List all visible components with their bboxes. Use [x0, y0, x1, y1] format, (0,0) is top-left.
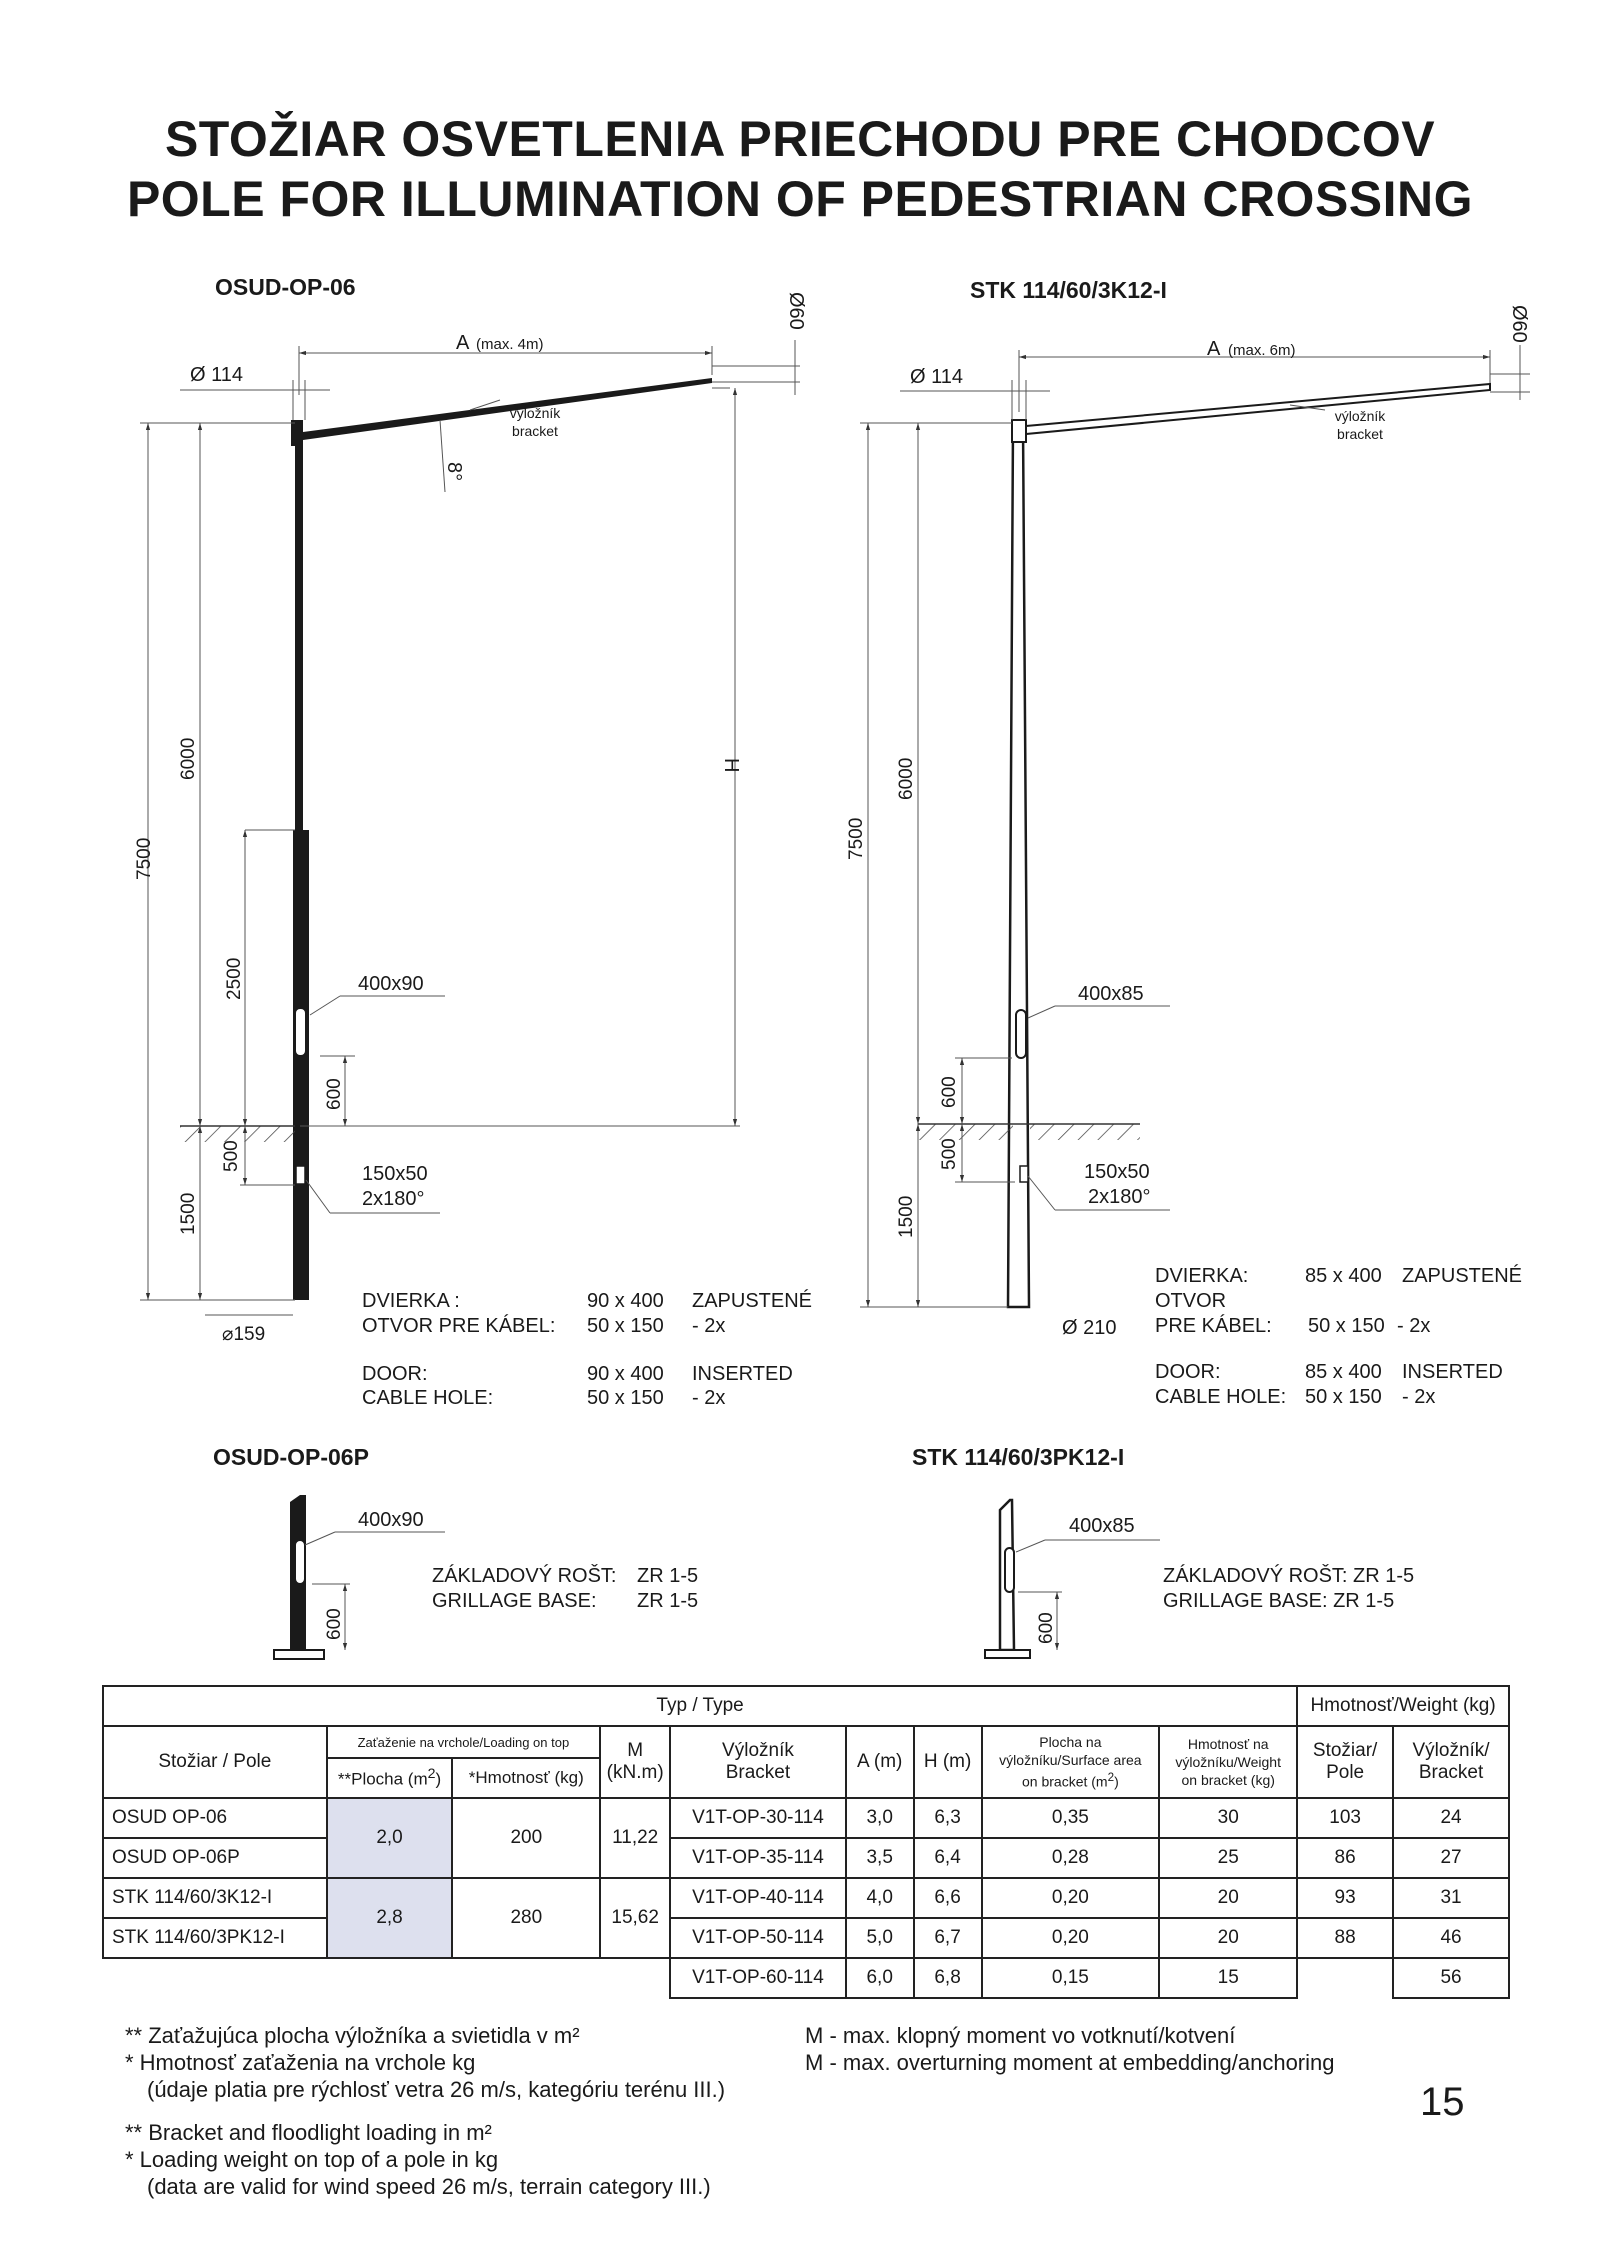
- svg-text:GRILLAGE BASE: ZR 1-5: GRILLAGE BASE: ZR 1-5: [1163, 1590, 1395, 1612]
- svg-text:DOOR:: DOOR:: [1155, 1361, 1221, 1383]
- svg-text:600: 600: [324, 1078, 345, 1110]
- svg-text:150x50: 150x50: [1084, 1161, 1150, 1183]
- svg-text:OTVOR: OTVOR: [1155, 1290, 1227, 1312]
- svg-text:85 x 400: 85 x 400: [1305, 1265, 1382, 1287]
- svg-text:400x85: 400x85: [1078, 983, 1144, 1005]
- drawing-stk-114-60-3k12-i: [846, 277, 1530, 1408]
- svg-text:150x50: 150x50: [362, 1163, 428, 1185]
- svg-text:2x180°: 2x180°: [1088, 1186, 1151, 1208]
- svg-text:A: A: [456, 332, 470, 354]
- svg-text:6000: 6000: [178, 737, 199, 780]
- notes-left: ** Zaťažujúca plocha výložníka a svietidla v m² * Hmotnosť zaťaženia na vrchole kg (údaje platia pre rýchlosť vetra 26 m/s, kategóriu terénu III.) ** Bracket and floodlight loading in m² * Loading weight on top of a pole in kg (data are valid for wind speed 26 m/s, terrain category III.): [125, 2023, 726, 2199]
- pole-lower: [293, 830, 309, 1300]
- svg-text:Ø 114: Ø 114: [190, 364, 243, 386]
- svg-text:600: 600: [1036, 1612, 1057, 1644]
- svg-text:DVIERKA :: DVIERKA :: [362, 1290, 460, 1312]
- svg-text:DVIERKA:: DVIERKA:: [1155, 1265, 1249, 1287]
- svg-text:2500: 2500: [224, 957, 245, 1000]
- svg-text:(max. 6m): (max. 6m): [1228, 342, 1296, 359]
- svg-text:- 2x: - 2x: [692, 1315, 726, 1337]
- door: [295, 1008, 306, 1056]
- svg-text:90 x 400: 90 x 400: [587, 1363, 664, 1385]
- table-row: STK 114/60/3K12-I: [103, 1878, 327, 1918]
- svg-text:INSERTED: INSERTED: [1402, 1361, 1503, 1383]
- svg-text:7500: 7500: [134, 837, 155, 880]
- svg-text:ZAPUSTENÉ: ZAPUSTENÉ: [1402, 1265, 1523, 1287]
- svg-text:400x90: 400x90: [358, 1509, 424, 1531]
- svg-text:výložník: výložník: [509, 405, 561, 421]
- svg-text:2x180°: 2x180°: [362, 1188, 425, 1210]
- svg-text:6000: 6000: [896, 757, 917, 800]
- notes-right: M - max. klopný moment vo votknutí/kotvení M - max. overturning moment at embedding/anchoring: [805, 2023, 1335, 2075]
- svg-text:85 x 400: 85 x 400: [1305, 1361, 1382, 1383]
- svg-text:500: 500: [939, 1138, 960, 1170]
- svg-text:STK 114/60/3K12-I: STK 114/60/3K12-I: [970, 277, 1167, 303]
- svg-text:Ø60: Ø60: [785, 292, 807, 330]
- table-row: STK 114/60/3PK12-I: [103, 1918, 327, 1958]
- svg-text:ZÁKLADOVÝ ROŠT: ZR 1-5: ZÁKLADOVÝ ROŠT: ZR 1-5: [1163, 1565, 1415, 1587]
- svg-text:1500: 1500: [896, 1195, 917, 1238]
- svg-text:- 2x: - 2x: [692, 1387, 726, 1409]
- drawing-osud-op-06: [134, 274, 812, 1409]
- svg-text:INSERTED: INSERTED: [692, 1363, 793, 1385]
- svg-text:H: H: [720, 758, 742, 773]
- svg-text:ZR 1-5: ZR 1-5: [637, 1590, 699, 1612]
- svg-text:A: A: [1207, 338, 1221, 360]
- svg-text:50 x 150: 50 x 150: [587, 1315, 664, 1337]
- svg-text:600: 600: [939, 1076, 960, 1108]
- svg-text:- 2x: - 2x: [1402, 1386, 1436, 1408]
- drawing-osud-op-06p: [213, 1444, 698, 1659]
- svg-text:DOOR:: DOOR:: [362, 1363, 428, 1385]
- header-weight: Hmotnosť/Weight (kg): [1297, 1686, 1509, 1726]
- page-title-en: POLE FOR ILLUMINATION OF PEDESTRIAN CROSSING: [126, 171, 1474, 227]
- svg-text:OTVOR PRE KÁBEL:: OTVOR PRE KÁBEL:: [362, 1315, 556, 1337]
- svg-text:7500: 7500: [846, 817, 867, 860]
- svg-text:50 x 150: 50 x 150: [1305, 1386, 1382, 1408]
- header-type: Typ / Type: [103, 1686, 1297, 1726]
- svg-text:OSUD-OP-06P: OSUD-OP-06P: [213, 1444, 369, 1470]
- svg-text:Ø 210: Ø 210: [1062, 1317, 1117, 1339]
- svg-text:výložník: výložník: [1334, 408, 1386, 424]
- page-title-sk: STOŽIAR OSVETLENIA PRIECHODU PRE CHODCOV: [164, 111, 1436, 167]
- header-pole: Stožiar / Pole: [103, 1726, 327, 1798]
- cable-hole: [296, 1166, 305, 1184]
- drawing-title: OSUD-OP-06: [215, 274, 356, 300]
- specification-table: Typ / Type Hmotnosť/Weight (kg) Stožiar / Pole Zaťaženie na vrchole/Loading on top M (kN.m) Výložník Bracket A (m) H (m) Plocha na výložníku/Surface area on bracket $(m^2)$ Hmotnosť na výložníku/Weight on bracket (kg) Stožiar/ Pole Výložník/ Bracket **Plocha $(m^2)$ *Hmotnosť (kg) OSUD OP-06 2,0 200 11,22 V1T-OP-30-114 3,0 6,3 0,35 30 103 24 OSUD OP-06P V1T-OP-35-114 3,5 6,4 0,28 25 86 27 STK 114/60/3K12-I 2,8 280 15,62 V1T-OP-40-114 4,0 6,6 0,20 20 31 93 STK 114/60/3PK12-I V1T-OP-50-114 5,0 6,7 0,20 20 46 88 V1T-OP-60-114 6,0 6,8 0,15 15 56: [102, 1685, 1510, 1999]
- drawing-stk-114-60-3pk12-i: [912, 1444, 1414, 1658]
- bracket-arm: [303, 378, 712, 440]
- svg-text:bracket: bracket: [1337, 426, 1383, 442]
- pole-upper: [295, 425, 303, 830]
- svg-text:(max. 4m): (max. 4m): [476, 336, 544, 353]
- svg-text:PRE KÁBEL:: PRE KÁBEL:: [1155, 1315, 1272, 1337]
- svg-text:STK 114/60/3PK12-I: STK 114/60/3PK12-I: [912, 1444, 1125, 1470]
- svg-text:50 x 150: 50 x 150: [1308, 1315, 1385, 1337]
- svg-text:ZAPUSTENÉ: ZAPUSTENÉ: [692, 1290, 813, 1312]
- svg-text:400x85: 400x85: [1069, 1515, 1135, 1537]
- page-number: 15: [1420, 2080, 1465, 2124]
- table-row: OSUD OP-06P: [103, 1838, 327, 1878]
- svg-text:CABLE HOLE:: CABLE HOLE:: [362, 1387, 494, 1409]
- svg-text:Ø60: Ø60: [1508, 305, 1530, 343]
- svg-text:600: 600: [324, 1608, 345, 1640]
- svg-text:1500: 1500: [178, 1192, 199, 1235]
- svg-text:CABLE HOLE:: CABLE HOLE:: [1155, 1386, 1287, 1408]
- svg-text:8°: 8°: [443, 462, 465, 482]
- svg-text:400x90: 400x90: [358, 973, 424, 995]
- svg-text:ZÁKLADOVÝ ROŠT:: ZÁKLADOVÝ ROŠT:: [432, 1565, 617, 1587]
- table-row: OSUD OP-06: [103, 1798, 327, 1838]
- svg-text:- 2x: - 2x: [1397, 1315, 1431, 1337]
- svg-text:90 x 400: 90 x 400: [587, 1290, 664, 1312]
- svg-text:Ø 114: Ø 114: [910, 366, 963, 388]
- header-load-top: Zaťaženie na vrchole/Loading on top: [327, 1726, 601, 1758]
- svg-text:⌀159: ⌀159: [222, 1324, 266, 1345]
- svg-text:ZR 1-5: ZR 1-5: [637, 1565, 699, 1587]
- svg-text:bracket: bracket: [512, 423, 558, 439]
- svg-text:50 x 150: 50 x 150: [587, 1387, 664, 1409]
- svg-text:500: 500: [221, 1140, 242, 1172]
- bracket-arm: [1026, 384, 1490, 434]
- svg-text:GRILLAGE BASE:: GRILLAGE BASE:: [432, 1590, 597, 1612]
